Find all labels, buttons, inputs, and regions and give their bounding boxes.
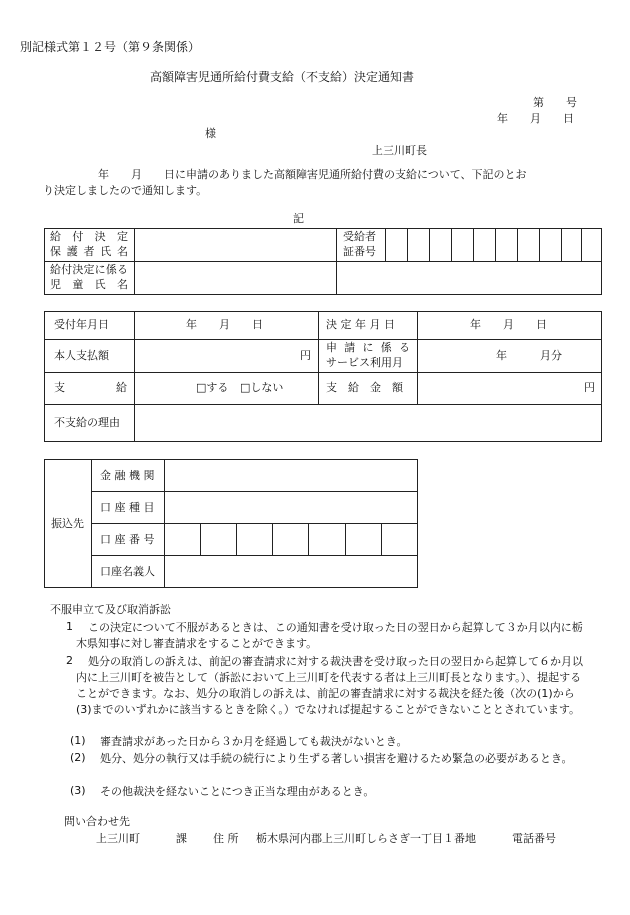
document-title: 高額障害児通所給付費支給（不支給）決定通知書	[150, 70, 415, 84]
decision-date-value: 年 月 日	[470, 318, 547, 331]
payment-label-2: 給	[116, 381, 127, 394]
child-label-1: 給付決定に係る	[50, 263, 128, 276]
child-label-2: 児 童 氏 名	[50, 278, 128, 291]
contact-address-label: 住 所	[213, 832, 239, 845]
service-month-label-2: サービス利用月	[326, 356, 403, 369]
appeal-sub-2-text: 処分、処分の執行又は手続の続行により生ずる著しい損害を避けるため緊急の必要があるとき。	[100, 752, 573, 765]
amount-label: 支 給 金 額	[326, 381, 403, 394]
document-number: 第 号	[533, 96, 577, 109]
received-date-value: 年 月 日	[186, 318, 263, 331]
contact-address: 栃木県河内郡上三川町しらさぎ一丁目１番地	[256, 832, 476, 845]
appeal-item-2-number: 2	[66, 654, 73, 667]
decision-date-label: 決 定 年 月 日	[326, 318, 395, 331]
amount-yen: 円	[584, 381, 595, 394]
appeal-sub-3-number: (3)	[70, 784, 86, 797]
option-no-pay-checkbox[interactable]: □しない	[240, 381, 284, 394]
intro-line-2: り決定しましたので通知します。	[43, 184, 208, 197]
guardian-label-1: 給 付 決 定	[50, 230, 128, 243]
cert-label-2: 証番号	[343, 245, 376, 258]
contact-phone-label: 電話番号	[512, 832, 556, 845]
reason-label: 不支給の理由	[54, 416, 120, 429]
account-type-label: 口 座 種 目	[100, 501, 155, 514]
intro-line-1: 年 月 日に申請のありました高額障害児通所給付費の支給について、下記のとお	[98, 168, 527, 181]
issue-date: 年 月 日	[497, 112, 574, 125]
addressee-suffix: 様	[205, 127, 216, 140]
service-month-value: 年 月分	[496, 349, 562, 362]
appeal-sub-1-number: (1)	[70, 734, 86, 747]
transfer-label: 振込先	[51, 517, 84, 530]
self-pay-yen: 円	[300, 349, 311, 362]
issuer-name: 上三川町長	[372, 144, 427, 157]
payment-label-1: 支	[54, 381, 65, 394]
contact-dept: 課	[176, 832, 187, 845]
received-date-label: 受付年月日	[54, 318, 109, 331]
appeal-item-1-number: 1	[66, 620, 73, 633]
appeal-sub-2-number: (2)	[70, 751, 86, 764]
option-pay-checkbox[interactable]: □する	[196, 381, 229, 394]
account-number-label: 口 座 番 号	[100, 533, 155, 546]
appeal-item-2-text: 処分の取消しの訴えは、前記の審査請求に対する裁決書を受け取った日の翌日から起算して６か月以内に上三川町を被告として（訴訟において上三川町を代表する者は上三川町長となります。）、提起することができます。なお、処分の取消しの訴えは、前記の審査請求に対する裁決を経た後（次の(1)から(3)までのいずれかに該当するときを除く。）でなければ提起することができないこととされています。	[76, 655, 583, 716]
ki-label: 記	[293, 212, 304, 225]
appeal-sub-3-text: その他裁決を経ないことにつき正当な理由があるとき。	[100, 785, 375, 798]
cert-label-1: 受給者	[343, 230, 376, 243]
form-number: 別記様式第１２号（第９条関係）	[20, 40, 201, 54]
bank-label: 金 融 機 関	[100, 469, 155, 482]
contact-heading: 問い合わせ先	[64, 815, 130, 828]
account-holder-label: 口座名義人	[100, 565, 155, 578]
appeal-heading: 不服申立て及び取消訴訟	[50, 603, 171, 616]
guardian-label-2: 保 護 者 氏 名	[50, 245, 128, 258]
service-month-label-1: 申 請 に 係 る	[326, 341, 410, 354]
appeal-item-1-text: この決定について不服があるときは、この通知書を受け取った日の翌日から起算して３か月以内に栃木県知事に対し審査請求をすることができます。	[76, 621, 583, 650]
contact-town: 上三川町	[96, 832, 140, 845]
self-pay-label: 本人支払額	[54, 349, 109, 362]
appeal-sub-1-text: 審査請求があった日から３か月を経過しても裁決がないとき。	[100, 735, 408, 748]
